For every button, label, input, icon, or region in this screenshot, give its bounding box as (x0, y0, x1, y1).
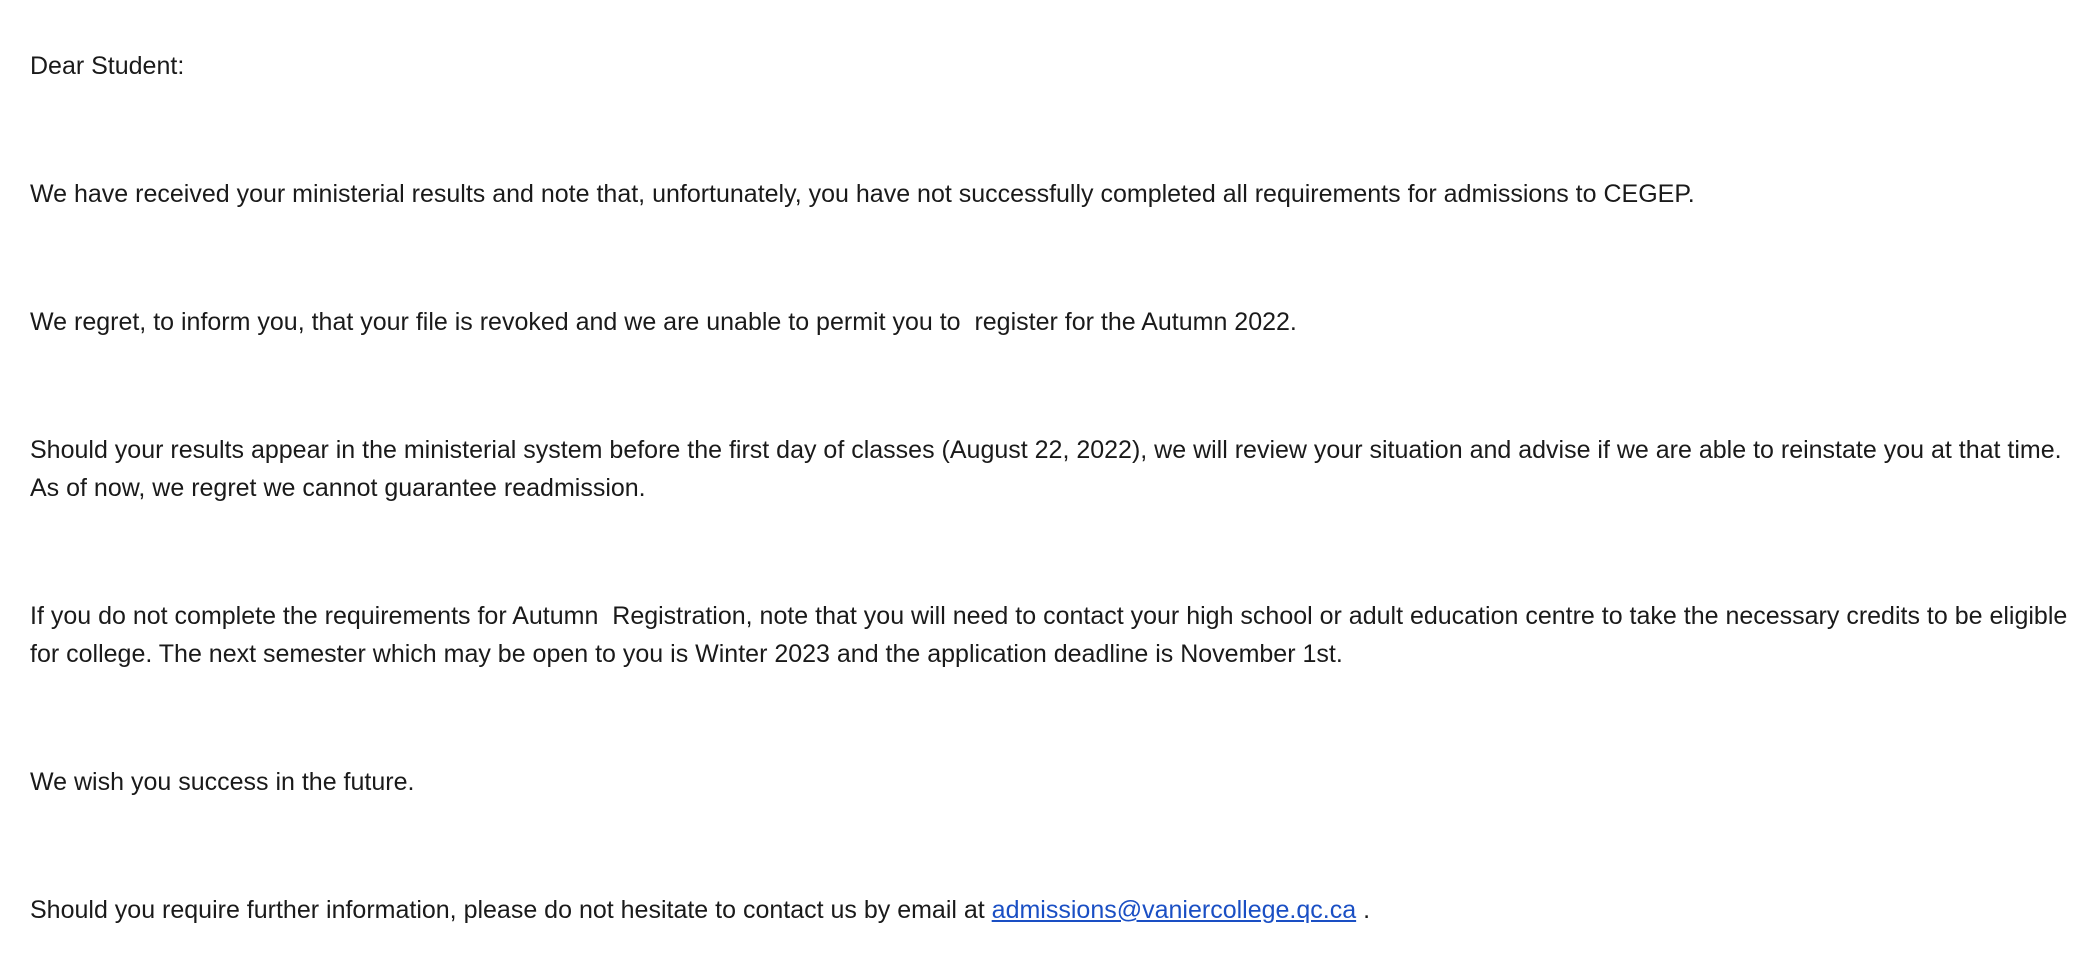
paragraph-reinstatement: Should your results appear in the ministerial system before the first day of classes (August 22, 2022), we will review your situation and advise if we are able to reinstate you at that time. As of now, we regret we cannot guarantee readmission. (30, 436, 2075, 502)
paragraph-file-revoked: We regret, to inform you, that your file is revoked and we are unable to permit you to register for the Autumn 2022. (30, 308, 1297, 336)
email-link[interactable]: admissions@vaniercollege.qc.ca (991, 896, 1357, 924)
greeting: Dear Student: (30, 52, 185, 80)
paragraph-contact (30, 891, 2070, 929)
paragraph-next-semester: If you do not complete the requirements for Autumn Registration, note that you will need to contact your high school or adult education centre to take the necessary credits to be eligible for college. The next semester which may be open to you is Winter 2023 and the application deadline is November 1st. (30, 602, 2075, 668)
paragraph-results: We have received your ministerial results and note that, unfortunately, you have not successfully completed all requirements for admissions to CEGEP. (30, 180, 1695, 208)
contact-text: Should you require further information, please do not hesitate to contact us by email at (30, 896, 992, 924)
contact-period: . (1356, 896, 1371, 924)
paragraph-closing-wish: We wish you success in the future. (30, 768, 415, 796)
